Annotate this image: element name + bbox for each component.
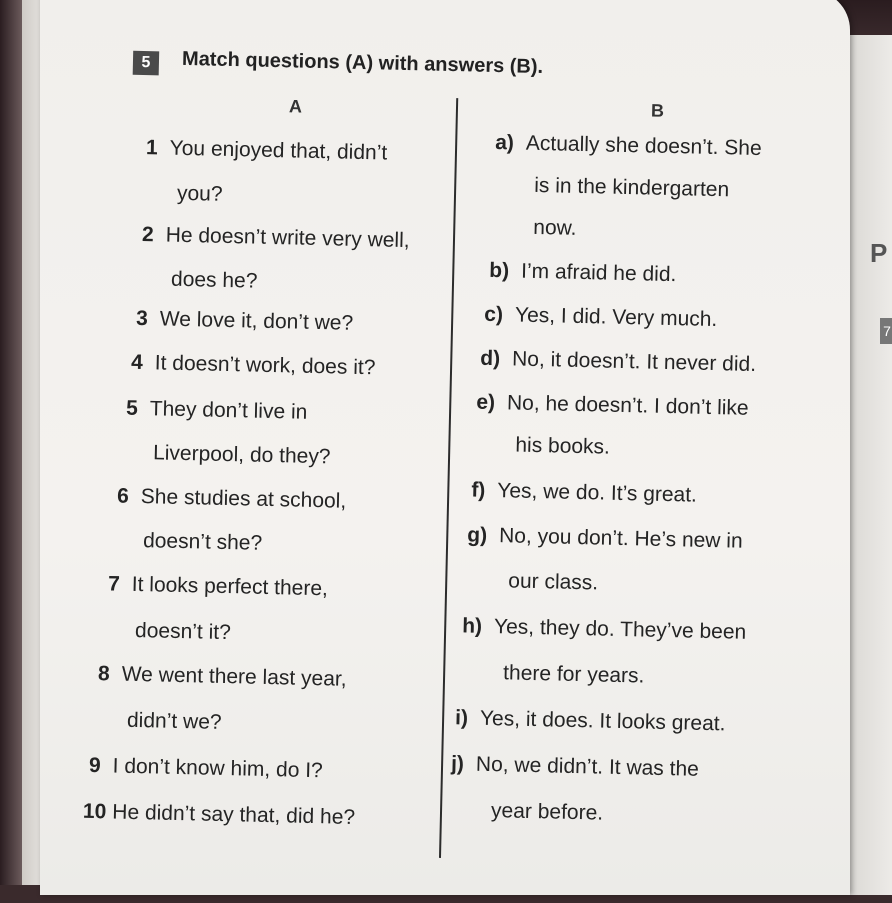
answer-d <box>480 347 756 377</box>
answer-letter: a) <box>494 130 515 155</box>
answer-text: Yes, it does. It looks great. <box>479 706 726 736</box>
question-5-cont: Liverpool, do they? <box>152 441 331 469</box>
answer-e-cont: his books. <box>515 433 611 459</box>
question-8-cont: didn’t we? <box>126 708 222 734</box>
answer-i <box>455 706 726 736</box>
answer-text: No, it doesn’t. It never did. <box>511 347 757 376</box>
answer-letter: f) <box>471 478 486 502</box>
answer-g-cont: our class. <box>508 569 599 595</box>
next-page-badge: 7 <box>880 318 892 344</box>
question-text: They don’t live in <box>149 397 308 424</box>
question-3 <box>136 307 354 336</box>
question-5 <box>126 397 308 425</box>
question-number: 7 <box>107 572 121 596</box>
answer-text: Actually she doesn’t. She <box>525 131 762 161</box>
question-number: 10 <box>82 799 107 824</box>
answer-letter: h) <box>461 614 483 638</box>
next-page-letter: P <box>870 238 888 268</box>
question-1 <box>146 136 388 165</box>
exercise-number: 5 <box>133 51 160 76</box>
question-6 <box>117 485 347 514</box>
question-text: We went there last year, <box>121 662 347 691</box>
question-8 <box>98 662 347 692</box>
question-text: I don’t know him, do I? <box>112 754 324 783</box>
answer-letter: g) <box>467 523 488 547</box>
answer-g <box>467 523 743 553</box>
answer-h <box>462 614 746 644</box>
answer-a-cont-2: now. <box>533 215 577 240</box>
answer-a <box>495 131 762 161</box>
answer-text: Yes, they do. They’ve been <box>493 615 747 644</box>
answer-text: No, we didn’t. It was the <box>475 752 700 781</box>
answer-j-cont: year before. <box>490 799 604 825</box>
question-text: She studies at school, <box>140 485 347 513</box>
question-1-cont: you? <box>176 181 223 206</box>
question-number: 8 <box>97 662 111 686</box>
answer-letter: j) <box>450 752 465 776</box>
question-text: He doesn’t write very well, <box>165 223 410 253</box>
question-number: 6 <box>116 484 130 508</box>
question-number: 9 <box>88 753 101 778</box>
answer-text: Yes, we do. It’s great. <box>497 479 698 507</box>
question-number: 5 <box>125 396 139 420</box>
answer-b <box>489 259 677 287</box>
question-7 <box>108 572 328 601</box>
answer-letter: i) <box>454 706 469 730</box>
answer-f <box>471 479 697 508</box>
answer-a-cont-1: is in the kindergarten <box>534 173 730 202</box>
question-6-cont: doesn’t she? <box>142 529 263 555</box>
answer-text: No, you don’t. He’s new in <box>498 524 743 553</box>
column-a-header: A <box>288 96 303 117</box>
question-text: It doesn’t work, does it? <box>154 351 376 380</box>
question-2 <box>142 223 410 253</box>
answer-text: No, he doesn’t. I don’t like <box>506 391 749 420</box>
answer-letter: e) <box>476 390 496 415</box>
question-text: He didn’t say that, did he? <box>112 800 356 829</box>
column-b-header: B <box>650 100 665 121</box>
question-2-cont: does he? <box>170 267 258 293</box>
answer-e <box>476 391 749 421</box>
answer-letter: d) <box>480 346 501 371</box>
question-number: 4 <box>130 350 144 375</box>
answer-text: Yes, I did. Very much. <box>514 303 718 332</box>
answer-letter: b) <box>489 258 510 283</box>
question-10 <box>83 800 356 830</box>
question-text: You enjoyed that, didn’t <box>169 136 388 165</box>
answer-j <box>451 752 699 782</box>
question-9 <box>89 754 323 783</box>
question-7-cont: doesn’t it? <box>134 618 232 645</box>
question-text: It looks perfect there, <box>131 572 329 601</box>
answer-text: I’m afraid he did. <box>520 259 677 287</box>
exercise-instruction: Match questions (A) with answers (B). <box>181 47 544 79</box>
question-4 <box>131 351 376 381</box>
column-divider <box>439 98 458 858</box>
question-number: 3 <box>135 306 149 331</box>
question-number: 2 <box>141 223 154 247</box>
question-number: 1 <box>145 136 158 160</box>
answer-h-cont: there for years. <box>502 661 645 688</box>
answer-letter: c) <box>484 302 504 327</box>
answer-c <box>484 303 718 332</box>
question-text: We love it, don’t we? <box>159 307 354 335</box>
